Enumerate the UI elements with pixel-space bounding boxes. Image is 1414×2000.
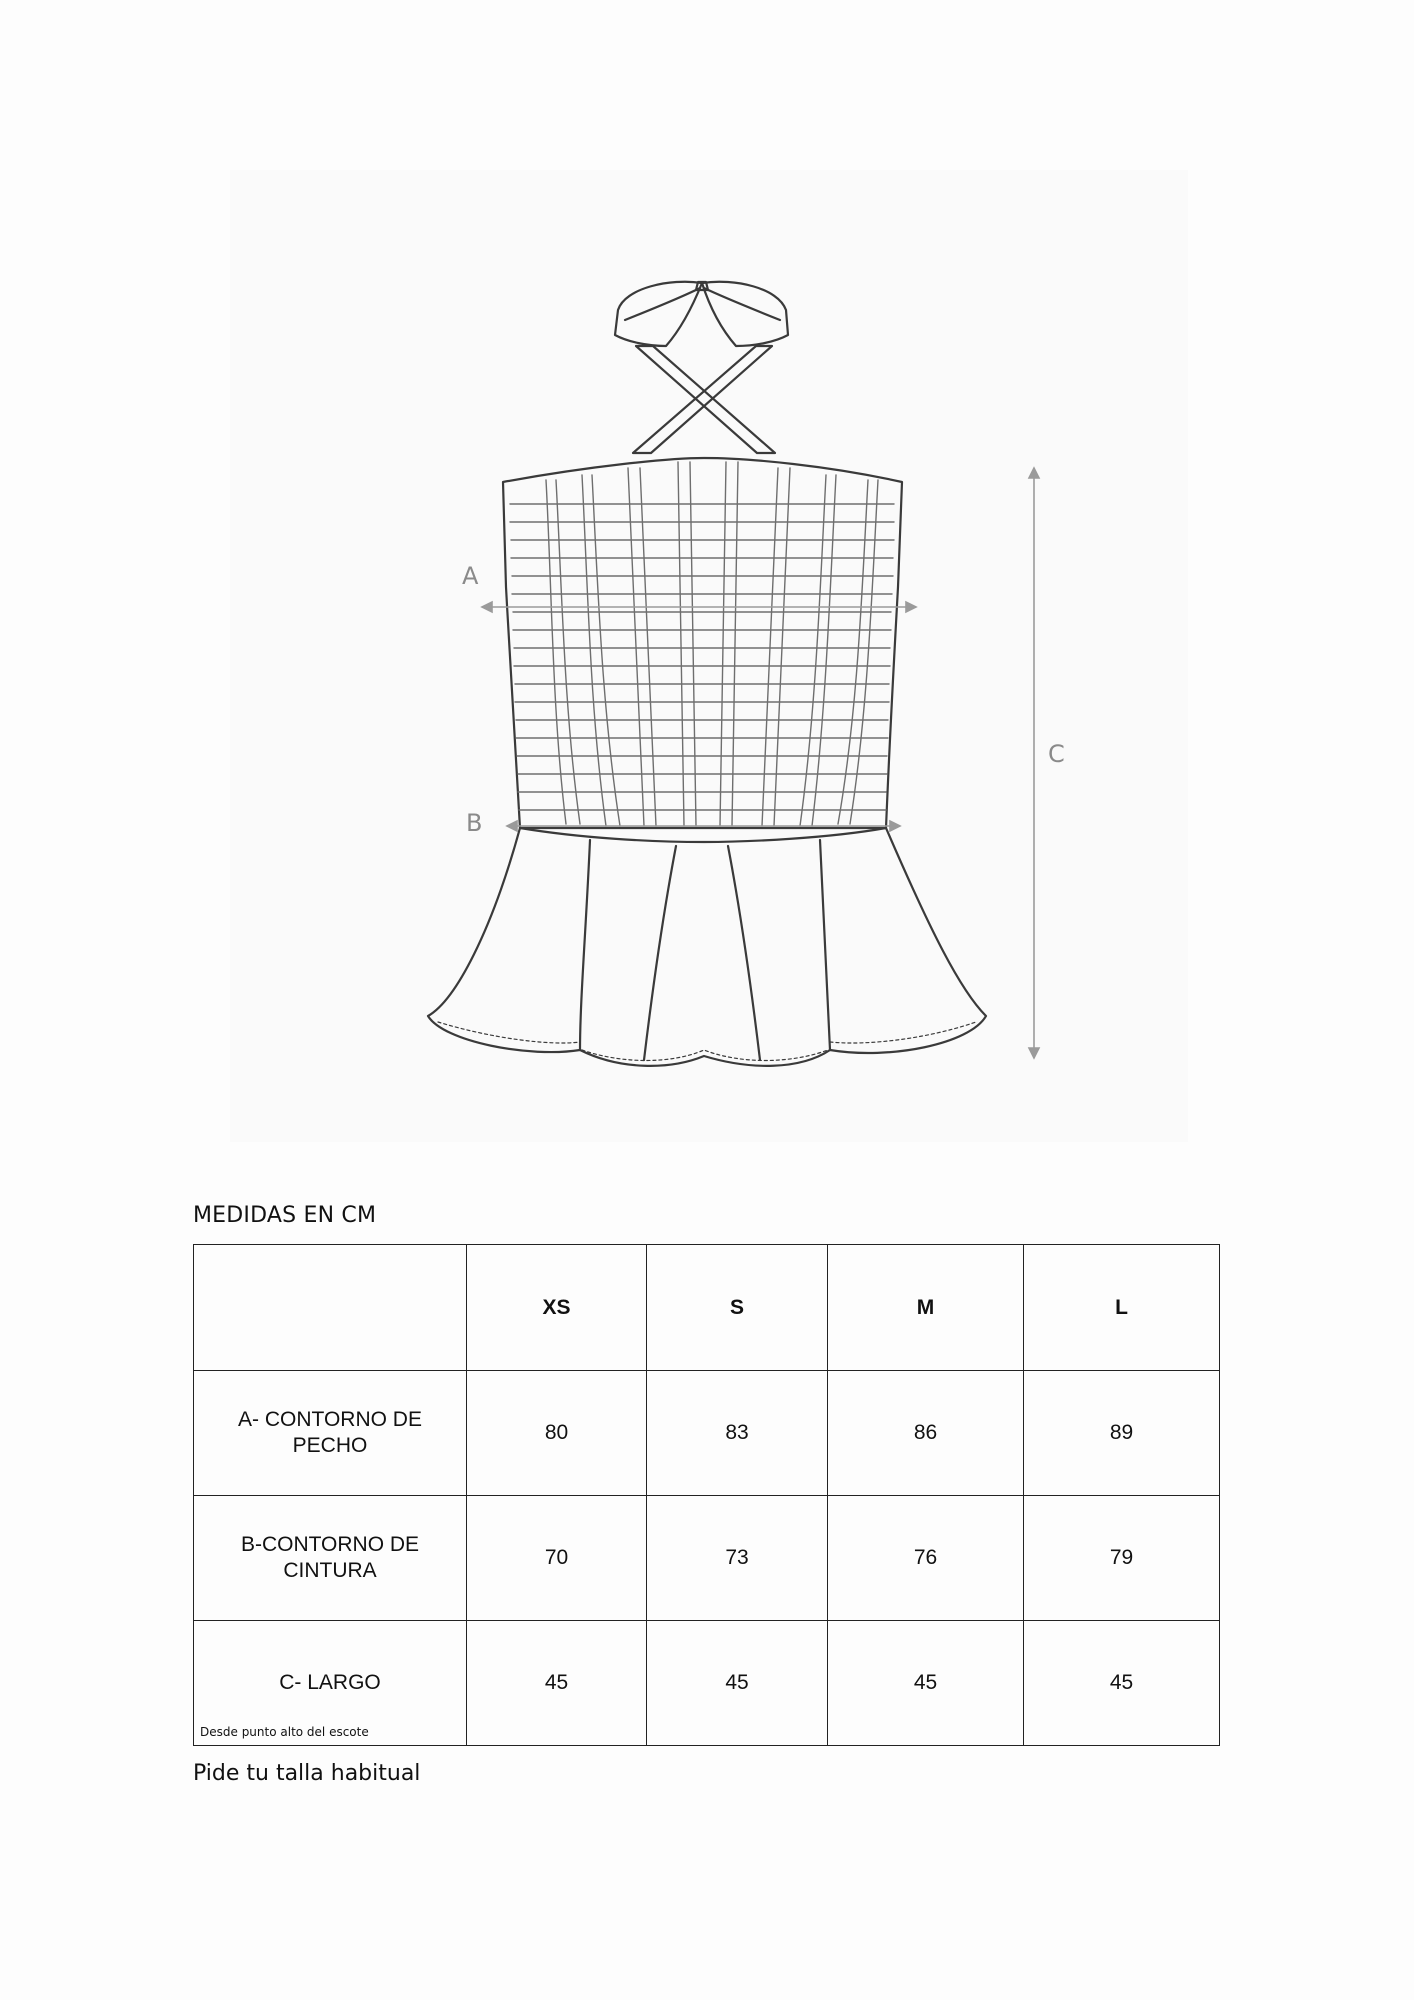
dimension-label-b: B: [466, 809, 483, 837]
value-cell: 89: [1024, 1371, 1220, 1496]
row-label-length-cell: [194, 1621, 467, 1746]
value-cell: 86: [828, 1371, 1024, 1496]
dimension-label-c: C: [1048, 740, 1065, 768]
units-title: MEDIDAS EN CM: [193, 1203, 377, 1228]
size-header-m: M: [828, 1245, 1024, 1371]
value-cell: 76: [828, 1496, 1024, 1621]
smocking-texture: [510, 462, 894, 826]
table-row: [194, 1496, 1220, 1621]
bodice-outline: [503, 458, 902, 828]
value-cell: 83: [647, 1371, 828, 1496]
row-label-chest: A- CONTORNO DE PECHO: [194, 1371, 467, 1496]
halter-peplum-top-drawing: [230, 170, 1188, 1142]
size-chart-table: [193, 1244, 1220, 1746]
value-cell: 45: [1024, 1621, 1220, 1746]
value-cell: 80: [467, 1371, 647, 1496]
peplum-outline: [428, 828, 986, 1066]
size-header-s: S: [647, 1245, 828, 1371]
halter-straps-icon: [633, 346, 775, 453]
garment-illustration: [230, 170, 1188, 1142]
dimension-label-a: A: [462, 562, 479, 590]
bow-icon: [615, 282, 788, 346]
corner-cell: [194, 1245, 467, 1371]
size-header-row: [194, 1245, 1220, 1371]
table-row: [194, 1621, 1220, 1746]
size-header-xs: XS: [467, 1245, 647, 1371]
row-label-length: C- LARGO: [279, 1671, 381, 1694]
size-header-l: L: [1024, 1245, 1220, 1371]
value-cell: 45: [828, 1621, 1024, 1746]
value-cell: 45: [647, 1621, 828, 1746]
value-cell: 73: [647, 1496, 828, 1621]
row-label-waist: B-CONTORNO DE CINTURA: [194, 1496, 467, 1621]
value-cell: 70: [467, 1496, 647, 1621]
table-row: [194, 1371, 1220, 1496]
row-note-length: Desde punto alto del escote: [200, 1725, 369, 1739]
footer-note: Pide tu talla habitual: [193, 1761, 421, 1786]
dimension-lines: [482, 468, 1039, 1058]
value-cell: 79: [1024, 1496, 1220, 1621]
value-cell: 45: [467, 1621, 647, 1746]
